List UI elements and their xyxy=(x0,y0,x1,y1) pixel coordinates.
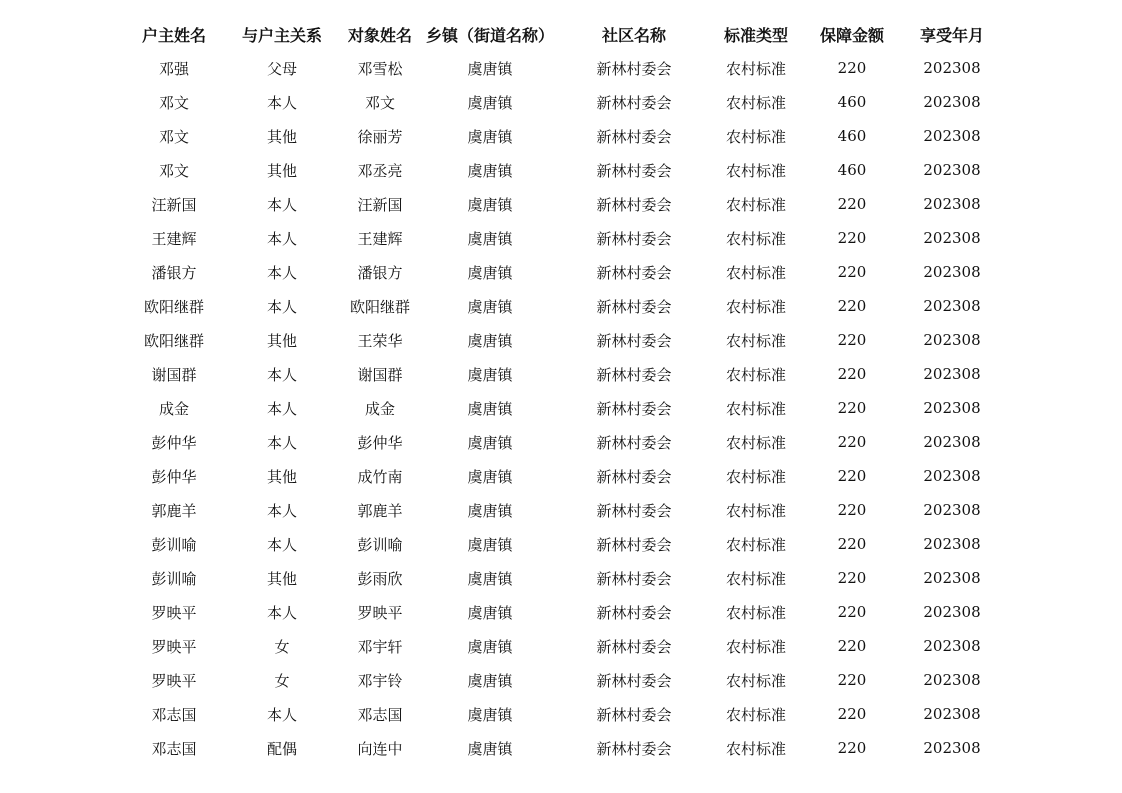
table-row xyxy=(120,561,1000,595)
header-township: 乡镇（街道名称） xyxy=(425,25,554,45)
header-relationship: 与户主关系 xyxy=(241,25,322,45)
cell-standard-type: 农村标准 xyxy=(725,195,786,214)
table-row xyxy=(120,51,1000,85)
cell-township: 虞唐镇 xyxy=(467,569,513,588)
cell-standard-type: 农村标准 xyxy=(725,603,786,622)
cell-period: 202308 xyxy=(923,501,981,519)
cell-recipient-name: 王建辉 xyxy=(357,229,403,248)
cell-relationship: 本人 xyxy=(266,501,297,520)
cell-township: 虞唐镇 xyxy=(467,535,513,554)
cell-amount: 220 xyxy=(837,501,867,519)
cell-householder-name: 王建辉 xyxy=(151,229,197,248)
cell-householder-name: 彭仲华 xyxy=(151,467,197,486)
cell-township: 虞唐镇 xyxy=(467,263,513,282)
cell-relationship: 本人 xyxy=(266,229,297,248)
cell-amount: 220 xyxy=(837,59,867,77)
cell-recipient-name: 成金 xyxy=(364,399,395,418)
table-row xyxy=(120,391,1000,425)
cell-relationship: 其他 xyxy=(266,161,297,180)
cell-amount: 220 xyxy=(837,195,867,213)
cell-householder-name: 邓志国 xyxy=(151,739,197,758)
table-row xyxy=(120,697,1000,731)
cell-relationship: 其他 xyxy=(266,127,297,146)
header-householder-name: 户主姓名 xyxy=(141,25,206,45)
cell-relationship: 女 xyxy=(274,637,290,656)
cell-amount: 220 xyxy=(837,569,867,587)
cell-amount: 220 xyxy=(837,535,867,553)
cell-community: 新林村委会 xyxy=(596,399,672,418)
cell-period: 202308 xyxy=(923,263,981,281)
cell-township: 虞唐镇 xyxy=(467,671,513,690)
cell-period: 202308 xyxy=(923,671,981,689)
cell-standard-type: 农村标准 xyxy=(725,93,786,112)
table-row xyxy=(120,629,1000,663)
cell-community: 新林村委会 xyxy=(596,297,672,316)
cell-householder-name: 彭训喻 xyxy=(151,569,197,588)
cell-householder-name: 欧阳继群 xyxy=(143,331,204,350)
cell-relationship: 本人 xyxy=(266,263,297,282)
cell-relationship: 本人 xyxy=(266,705,297,724)
header-recipient-name: 对象姓名 xyxy=(347,25,412,45)
cell-period: 202308 xyxy=(923,297,981,315)
cell-householder-name: 郭鹿羊 xyxy=(151,501,197,520)
cell-period: 202308 xyxy=(923,229,981,247)
cell-relationship: 其他 xyxy=(266,467,297,486)
cell-township: 虞唐镇 xyxy=(467,195,513,214)
cell-recipient-name: 王荣华 xyxy=(357,331,403,350)
header-standard-type: 标准类型 xyxy=(723,25,788,45)
cell-standard-type: 农村标准 xyxy=(725,637,786,656)
cell-community: 新林村委会 xyxy=(596,263,672,282)
cell-township: 虞唐镇 xyxy=(467,161,513,180)
cell-amount: 460 xyxy=(837,161,867,179)
table-row xyxy=(120,527,1000,561)
cell-recipient-name: 欧阳继群 xyxy=(349,297,410,316)
cell-recipient-name: 邓丞亮 xyxy=(357,161,403,180)
header-amount: 保障金额 xyxy=(819,25,884,45)
cell-amount: 460 xyxy=(837,93,867,111)
cell-householder-name: 罗映平 xyxy=(151,637,197,656)
cell-relationship: 其他 xyxy=(266,569,297,588)
cell-recipient-name: 邓宇铃 xyxy=(357,671,403,690)
cell-standard-type: 农村标准 xyxy=(725,365,786,384)
cell-recipient-name: 彭仲华 xyxy=(357,433,403,452)
table-row xyxy=(120,493,1000,527)
cell-township: 虞唐镇 xyxy=(467,467,513,486)
cell-amount: 220 xyxy=(837,671,867,689)
cell-standard-type: 农村标准 xyxy=(725,161,786,180)
cell-standard-type: 农村标准 xyxy=(725,433,786,452)
cell-recipient-name: 成竹南 xyxy=(357,467,403,486)
cell-recipient-name: 汪新国 xyxy=(357,195,403,214)
cell-community: 新林村委会 xyxy=(596,93,672,112)
cell-period: 202308 xyxy=(923,195,981,213)
cell-standard-type: 农村标准 xyxy=(725,229,786,248)
table-row xyxy=(120,255,1000,289)
cell-township: 虞唐镇 xyxy=(467,365,513,384)
cell-standard-type: 农村标准 xyxy=(725,569,786,588)
table-row xyxy=(120,425,1000,459)
table-body xyxy=(120,51,1000,765)
cell-standard-type: 农村标准 xyxy=(725,297,786,316)
cell-township: 虞唐镇 xyxy=(467,399,513,418)
cell-period: 202308 xyxy=(923,399,981,417)
cell-amount: 460 xyxy=(837,127,867,145)
cell-relationship: 配偶 xyxy=(266,739,297,758)
cell-amount: 220 xyxy=(837,739,867,757)
cell-amount: 220 xyxy=(837,637,867,655)
cell-amount: 220 xyxy=(837,603,867,621)
cell-community: 新林村委会 xyxy=(596,739,672,758)
table-row xyxy=(120,289,1000,323)
table-row xyxy=(120,731,1000,765)
table-header xyxy=(120,17,1000,51)
cell-amount: 220 xyxy=(837,263,867,281)
cell-standard-type: 农村标准 xyxy=(725,671,786,690)
table-row xyxy=(120,153,1000,187)
cell-amount: 220 xyxy=(837,467,867,485)
cell-township: 虞唐镇 xyxy=(467,705,513,724)
cell-community: 新林村委会 xyxy=(596,59,672,78)
cell-township: 虞唐镇 xyxy=(467,501,513,520)
cell-community: 新林村委会 xyxy=(596,467,672,486)
cell-township: 虞唐镇 xyxy=(467,603,513,622)
cell-householder-name: 欧阳继群 xyxy=(143,297,204,316)
table-row xyxy=(120,459,1000,493)
cell-amount: 220 xyxy=(837,229,867,247)
cell-community: 新林村委会 xyxy=(596,501,672,520)
table-row xyxy=(120,119,1000,153)
cell-period: 202308 xyxy=(923,569,981,587)
cell-standard-type: 农村标准 xyxy=(725,331,786,350)
cell-period: 202308 xyxy=(923,433,981,451)
cell-relationship: 本人 xyxy=(266,297,297,316)
cell-period: 202308 xyxy=(923,331,981,349)
cell-community: 新林村委会 xyxy=(596,569,672,588)
table-row xyxy=(120,663,1000,697)
cell-recipient-name: 彭雨欣 xyxy=(357,569,403,588)
beneficiary-table xyxy=(120,17,1000,765)
cell-township: 虞唐镇 xyxy=(467,433,513,452)
cell-standard-type: 农村标准 xyxy=(725,263,786,282)
cell-relationship: 父母 xyxy=(266,59,297,78)
cell-recipient-name: 邓宇轩 xyxy=(357,637,403,656)
cell-householder-name: 成金 xyxy=(158,399,189,418)
cell-recipient-name: 彭训喻 xyxy=(357,535,403,554)
cell-amount: 220 xyxy=(837,297,867,315)
header-community: 社区名称 xyxy=(601,25,666,45)
cell-standard-type: 农村标准 xyxy=(725,501,786,520)
cell-householder-name: 汪新国 xyxy=(151,195,197,214)
cell-householder-name: 谢国群 xyxy=(151,365,197,384)
cell-householder-name: 邓文 xyxy=(158,127,189,146)
cell-recipient-name: 邓文 xyxy=(364,93,395,112)
cell-period: 202308 xyxy=(923,365,981,383)
cell-township: 虞唐镇 xyxy=(467,331,513,350)
cell-relationship: 本人 xyxy=(266,399,297,418)
cell-recipient-name: 谢国群 xyxy=(357,365,403,384)
cell-period: 202308 xyxy=(923,637,981,655)
cell-community: 新林村委会 xyxy=(596,705,672,724)
cell-community: 新林村委会 xyxy=(596,433,672,452)
cell-amount: 220 xyxy=(837,399,867,417)
cell-relationship: 本人 xyxy=(266,195,297,214)
cell-relationship: 本人 xyxy=(266,93,297,112)
table-row xyxy=(120,221,1000,255)
cell-period: 202308 xyxy=(923,739,981,757)
cell-recipient-name: 邓雪松 xyxy=(357,59,403,78)
cell-township: 虞唐镇 xyxy=(467,127,513,146)
cell-period: 202308 xyxy=(923,603,981,621)
cell-township: 虞唐镇 xyxy=(467,637,513,656)
cell-householder-name: 邓文 xyxy=(158,161,189,180)
table-row xyxy=(120,357,1000,391)
cell-relationship: 女 xyxy=(274,671,290,690)
table-row xyxy=(120,595,1000,629)
cell-householder-name: 邓文 xyxy=(158,93,189,112)
cell-householder-name: 彭仲华 xyxy=(151,433,197,452)
cell-township: 虞唐镇 xyxy=(467,739,513,758)
cell-recipient-name: 罗映平 xyxy=(357,603,403,622)
cell-period: 202308 xyxy=(923,59,981,77)
cell-recipient-name: 潘银方 xyxy=(357,263,403,282)
cell-amount: 220 xyxy=(837,365,867,383)
cell-householder-name: 邓强 xyxy=(158,59,189,78)
cell-relationship: 本人 xyxy=(266,433,297,452)
cell-standard-type: 农村标准 xyxy=(725,705,786,724)
cell-community: 新林村委会 xyxy=(596,637,672,656)
cell-standard-type: 农村标准 xyxy=(725,59,786,78)
cell-relationship: 本人 xyxy=(266,603,297,622)
cell-householder-name: 彭训喻 xyxy=(151,535,197,554)
cell-householder-name: 罗映平 xyxy=(151,603,197,622)
cell-recipient-name: 徐丽芳 xyxy=(357,127,403,146)
cell-community: 新林村委会 xyxy=(596,365,672,384)
cell-community: 新林村委会 xyxy=(596,195,672,214)
cell-householder-name: 罗映平 xyxy=(151,671,197,690)
cell-township: 虞唐镇 xyxy=(467,229,513,248)
cell-standard-type: 农村标准 xyxy=(725,399,786,418)
cell-township: 虞唐镇 xyxy=(467,297,513,316)
header-row xyxy=(120,17,1000,51)
header-period: 享受年月 xyxy=(919,25,984,45)
cell-recipient-name: 向连中 xyxy=(357,739,403,758)
table-row xyxy=(120,85,1000,119)
cell-community: 新林村委会 xyxy=(596,229,672,248)
cell-relationship: 本人 xyxy=(266,535,297,554)
cell-standard-type: 农村标准 xyxy=(725,127,786,146)
cell-community: 新林村委会 xyxy=(596,603,672,622)
cell-community: 新林村委会 xyxy=(596,671,672,690)
cell-township: 虞唐镇 xyxy=(467,59,513,78)
cell-community: 新林村委会 xyxy=(596,331,672,350)
cell-amount: 220 xyxy=(837,331,867,349)
cell-period: 202308 xyxy=(923,467,981,485)
cell-period: 202308 xyxy=(923,535,981,553)
cell-relationship: 本人 xyxy=(266,365,297,384)
cell-recipient-name: 郭鹿羊 xyxy=(357,501,403,520)
cell-community: 新林村委会 xyxy=(596,161,672,180)
cell-householder-name: 潘银方 xyxy=(151,263,197,282)
cell-relationship: 其他 xyxy=(266,331,297,350)
cell-township: 虞唐镇 xyxy=(467,93,513,112)
cell-period: 202308 xyxy=(923,127,981,145)
cell-amount: 220 xyxy=(837,705,867,723)
cell-standard-type: 农村标准 xyxy=(725,739,786,758)
cell-amount: 220 xyxy=(837,433,867,451)
table-row xyxy=(120,323,1000,357)
cell-period: 202308 xyxy=(923,705,981,723)
cell-period: 202308 xyxy=(923,93,981,111)
table-row xyxy=(120,187,1000,221)
cell-period: 202308 xyxy=(923,161,981,179)
cell-standard-type: 农村标准 xyxy=(725,467,786,486)
cell-community: 新林村委会 xyxy=(596,127,672,146)
cell-standard-type: 农村标准 xyxy=(725,535,786,554)
cell-householder-name: 邓志国 xyxy=(151,705,197,724)
cell-recipient-name: 邓志国 xyxy=(357,705,403,724)
cell-community: 新林村委会 xyxy=(596,535,672,554)
